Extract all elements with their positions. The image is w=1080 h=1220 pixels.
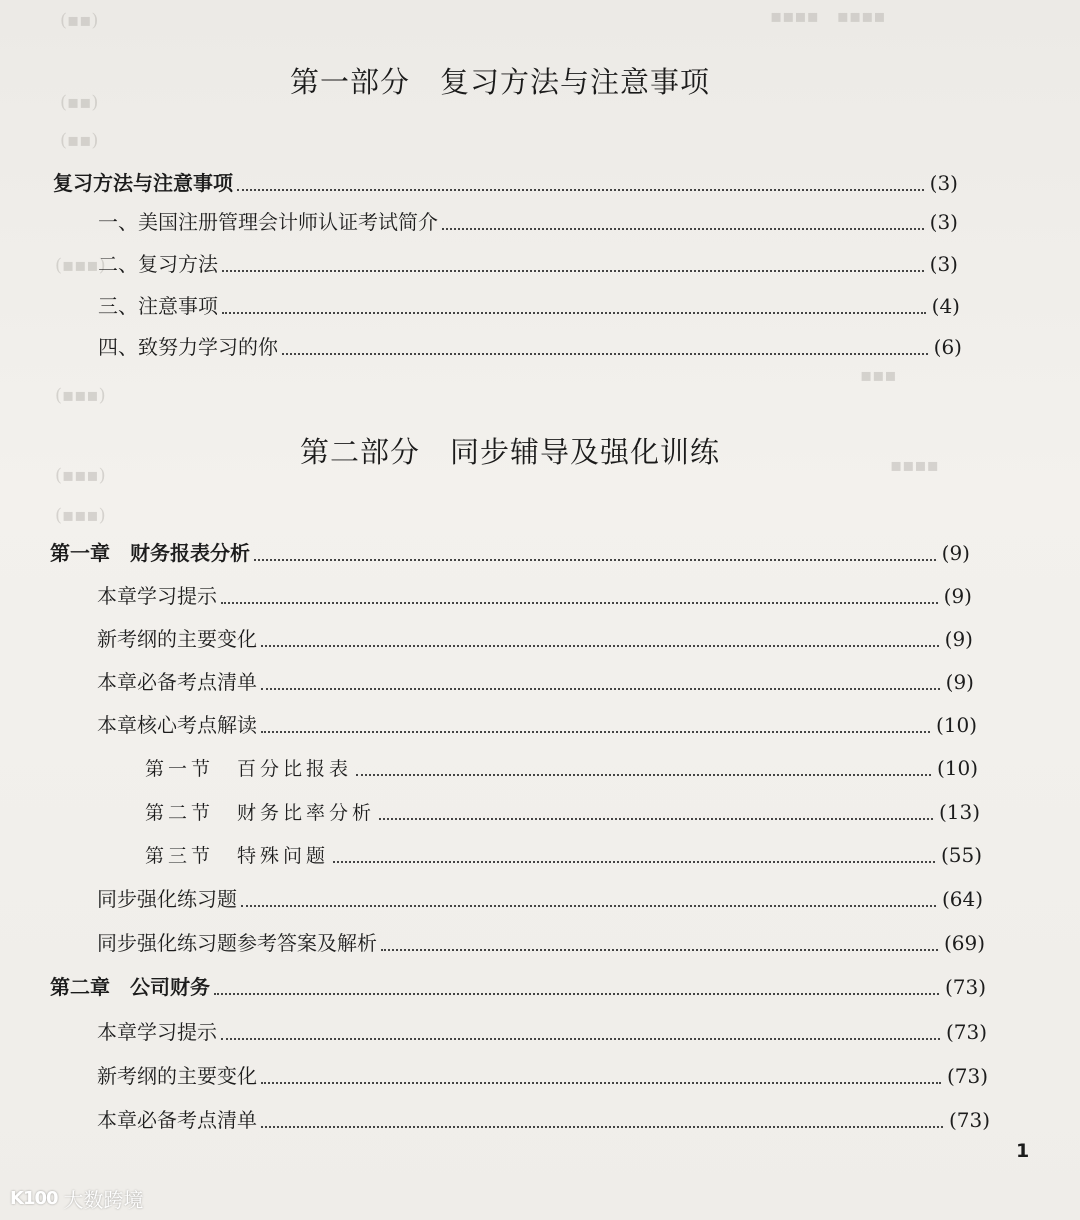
part1-heading-text: 复习方法与注意事项 — [440, 65, 711, 99]
dot-leader — [261, 1126, 943, 1128]
toc-entry-page: (64) — [941, 887, 983, 911]
bleed-through-text: (▪▪▪) — [55, 385, 106, 406]
toc-entry-page: (73) — [945, 1020, 987, 1044]
toc-entry[interactable] — [97, 581, 972, 611]
toc-entry-page: (73) — [948, 1108, 990, 1132]
bleed-through-text: ▪▪▪ — [860, 365, 897, 386]
toc-entry-page: (10) — [935, 713, 977, 737]
toc-entry[interactable] — [97, 1105, 990, 1135]
toc-entry-label: 同步强化练习题 — [97, 887, 237, 911]
dot-leader — [379, 818, 933, 820]
toc-entry[interactable] — [97, 1017, 987, 1047]
toc-entry[interactable] — [98, 291, 960, 321]
toc-entry-label: 第二章 公司财务 — [50, 975, 210, 999]
bleed-through-text: (▪▪▪) — [55, 255, 106, 276]
toc-entry[interactable] — [98, 207, 958, 237]
toc-entry-label: 第二节 财务比率分析 — [145, 802, 376, 824]
toc-entry-page: (9) — [943, 584, 972, 608]
toc-entry-page: (4) — [931, 294, 960, 318]
dot-leader — [261, 731, 930, 733]
toc-entry[interactable] — [53, 168, 958, 198]
watermark-text: 大数跨境 — [63, 1188, 144, 1212]
toc-entry-chapter[interactable] — [50, 972, 986, 1002]
dot-leader — [333, 861, 935, 863]
toc-entry-section[interactable] — [145, 753, 978, 783]
toc-entry-label: 本章必备考点清单 — [97, 1108, 257, 1132]
part2-heading-text: 同步辅导及强化训练 — [450, 435, 721, 469]
part1-heading-number: 第一部分 — [289, 65, 410, 99]
bleed-through-text: ▪▪▪▪ ▪▪▪▪ — [770, 6, 886, 27]
toc-entry-page: (69) — [943, 931, 985, 955]
dot-leader — [356, 774, 931, 776]
toc-entry-label: 二、复习方法 — [98, 252, 218, 276]
toc-entry-chapter[interactable] — [50, 538, 970, 568]
toc-entry-page: (13) — [938, 800, 980, 824]
toc-entry[interactable] — [98, 332, 962, 362]
dot-leader — [221, 602, 938, 604]
bleed-through-text: ▪▪▪▪ — [890, 455, 939, 476]
toc-entry-page: (9) — [944, 627, 973, 651]
toc-entry-label: 一、美国注册管理会计师认证考试简介 — [98, 210, 438, 234]
toc-entry[interactable] — [97, 928, 985, 958]
dot-leader — [222, 270, 924, 272]
toc-entry-page: (9) — [945, 670, 974, 694]
dot-leader — [261, 688, 940, 690]
toc-entry-label: 本章学习提示 — [97, 1020, 217, 1044]
toc-entry-section[interactable] — [145, 840, 982, 870]
toc-entry[interactable] — [97, 667, 974, 697]
page-number: 1 — [1016, 1140, 1030, 1162]
bleed-through-text: (▪▪) — [60, 10, 99, 31]
toc-entry-label: 新考纲的主要变化 — [97, 627, 257, 651]
toc-entry-label: 新考纲的主要变化 — [97, 1064, 257, 1088]
toc-entry-page: (6) — [933, 335, 962, 359]
toc-entry-page: (3) — [929, 252, 958, 276]
part2-heading — [10, 430, 1010, 471]
dot-leader — [381, 949, 938, 951]
dot-leader — [261, 1082, 941, 1084]
toc-entry-page: (73) — [944, 975, 986, 999]
toc-entry[interactable] — [98, 249, 958, 279]
toc-entry[interactable] — [97, 710, 977, 740]
dot-leader — [214, 993, 939, 995]
dot-leader — [254, 559, 936, 561]
toc-entry-page: (10) — [936, 756, 978, 780]
toc-entry-label: 本章必备考点清单 — [97, 670, 257, 694]
bleed-through-text: (▪▪▪) — [55, 505, 106, 526]
bleed-through-text: (▪▪) — [60, 130, 99, 151]
toc-entry-label: 本章核心考点解读 — [97, 713, 257, 737]
watermark — [10, 1184, 144, 1213]
dot-leader — [241, 905, 936, 907]
toc-entry-label: 复习方法与注意事项 — [53, 171, 233, 195]
toc-entry[interactable] — [97, 624, 973, 654]
toc-entry-label: 第一章 财务报表分析 — [50, 541, 250, 565]
dot-leader — [282, 353, 928, 355]
part2-heading-number: 第二部分 — [299, 435, 420, 469]
toc-entry[interactable] — [97, 884, 983, 914]
toc-entry-page: (9) — [941, 541, 970, 565]
toc-entry-label: 第三节 特殊问题 — [145, 845, 330, 867]
part1-heading — [0, 60, 1000, 101]
toc-entry-label: 三、注意事项 — [98, 294, 218, 318]
toc-entry[interactable] — [97, 1061, 988, 1091]
toc-entry-label: 本章学习提示 — [97, 584, 217, 608]
dot-leader — [222, 312, 926, 314]
dot-leader — [221, 1038, 940, 1040]
toc-entry-label: 四、致努力学习的你 — [98, 335, 278, 359]
toc-entry-page: (73) — [946, 1064, 988, 1088]
watermark-logo: K100 — [10, 1188, 58, 1209]
bleed-through-text: (▪▪▪) — [55, 465, 106, 486]
dot-leader — [261, 645, 939, 647]
toc-entry-label: 第一节 百分比报表 — [145, 758, 353, 780]
bleed-through-text: (▪▪) — [60, 92, 99, 113]
toc-entry-section[interactable] — [145, 797, 980, 827]
toc-entry-page: (3) — [929, 171, 958, 195]
toc-entry-page: (55) — [940, 843, 982, 867]
dot-leader — [442, 228, 924, 230]
dot-leader — [237, 189, 924, 191]
toc-entry-label: 同步强化练习题参考答案及解析 — [97, 931, 377, 955]
toc-entry-page: (3) — [929, 210, 958, 234]
